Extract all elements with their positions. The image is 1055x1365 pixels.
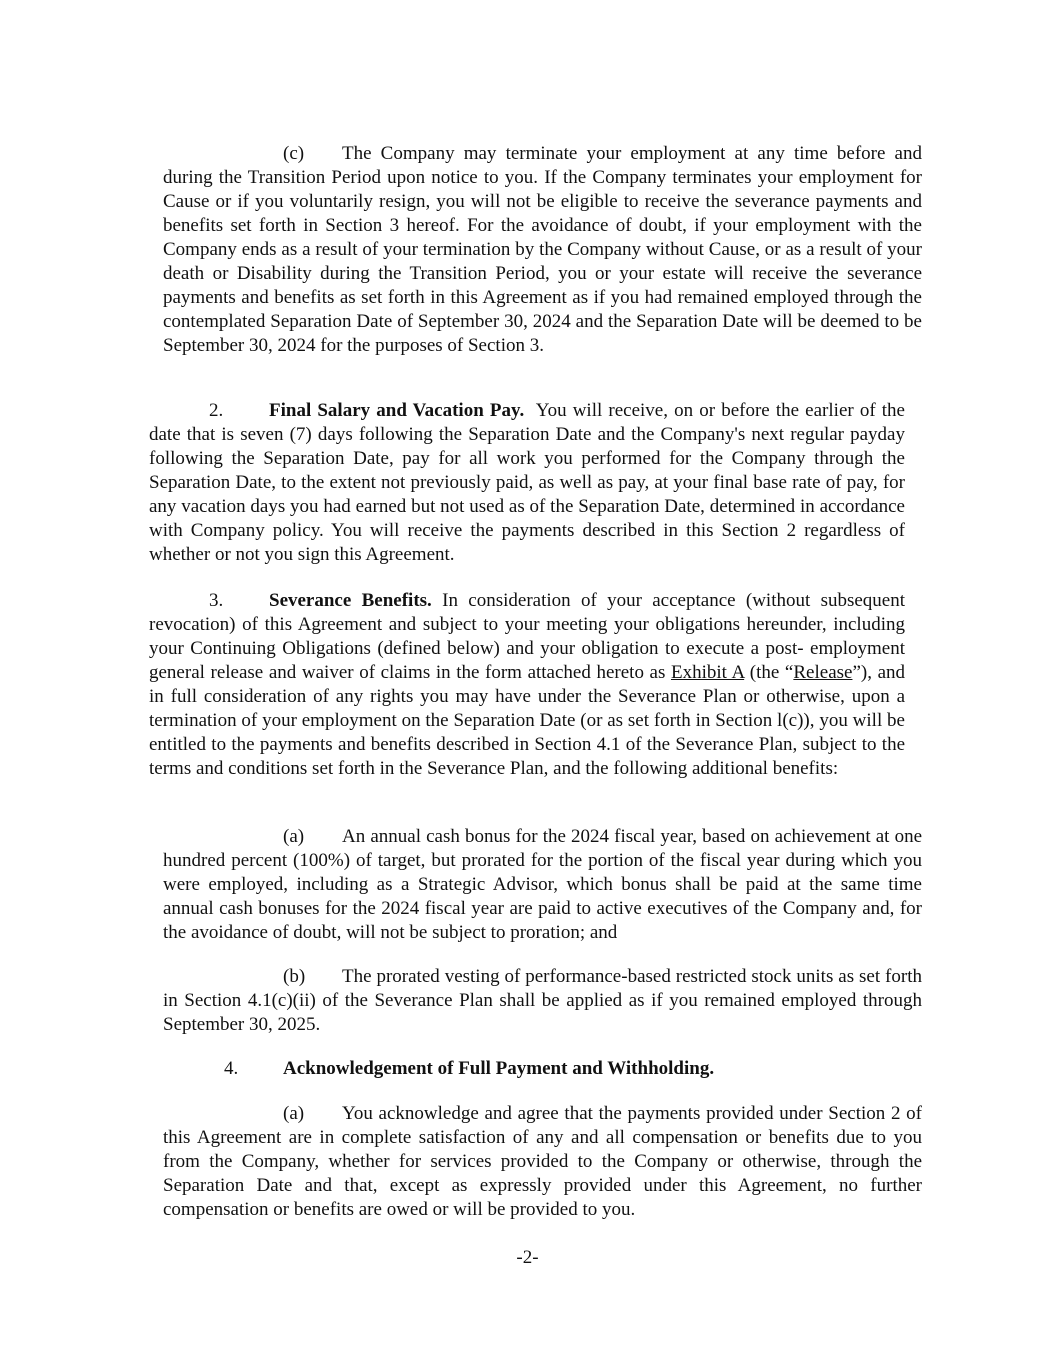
section-text-before: In consideration of your acceptance (without subsequent revocation) of this Agreement and subject to your meeting your obligations hereunder, including your Continuing Obligations (defined below) and your obligation to execute a post- employment general release and waiver of claims in the form attached hereto as — [149, 590, 906, 683]
paragraph-label: (a) — [283, 1103, 305, 1124]
paragraph-label: (a) — [283, 826, 305, 847]
section-4-heading — [224, 1057, 924, 1081]
paragraph-1c — [163, 142, 922, 358]
section-2 — [149, 399, 905, 567]
section-text-mid: (the “ — [749, 662, 794, 683]
section-number: 2. — [209, 400, 224, 421]
paragraph-label: (b) — [283, 966, 306, 987]
paragraph-text: The Company may terminate your employment at any time before and during the Transition Period upon notice to you. If the Company terminates your employment for Cause or if you voluntarily resign, you will not be eligible to receive the severance payments and benefits set forth in Section 3 hereof. For the avoidance of doubt, if your employment with the Company ends as a result of your termination by the Company without Cause, or as a result of your death or Disability during the Transition Period, you or your estate will receive the severance payments and benefits as set forth in this Agreement as if you had remained employed through the contemplated Separation Date of September 30, 2024 and the Separation Date will be deemed to be September 30, 2024 for the purposes of Section 3. — [163, 143, 922, 356]
section-number: 3. — [209, 590, 224, 611]
release-term: Release — [793, 662, 853, 683]
paragraph-3a — [163, 825, 922, 945]
paragraph-text: The prorated vesting of performance-based restricted stock units as set forth in Section 4.1(c)(ii) of the Severance Plan shall be applied as if you remained employed through September 30, 2025. — [163, 966, 922, 1035]
exhibit-reference: Exhibit A — [670, 662, 745, 683]
section-number: 4. — [224, 1058, 239, 1079]
section-3 — [149, 589, 905, 781]
page-number: -2- — [516, 1247, 539, 1268]
paragraph-text: An annual cash bonus for the 2024 fiscal year, based on achievement at one hundred percent (100%) of target, but prorated for the portion of the fiscal year during which you were employed, including as a Strategic Advisor, which bonus shall be paid at the same time annual cash bonuses for the 2024 fiscal year are paid to active executives of the Company and, for the avoidance of doubt, will not be subject to proration; and — [163, 826, 922, 943]
section-heading: Severance Benefits. — [269, 590, 432, 611]
section-heading: Acknowledgement of Full Payment and Withholding. — [283, 1058, 715, 1079]
paragraph-label: (c) — [283, 143, 305, 164]
paragraph-4a — [163, 1102, 922, 1222]
section-text: You will receive, on or before the earlier of the date that is seven (7) days following the Separation Date and the Company's next regular payday following the Separation Date, pay for all work you performed for the Company through the Separation Date, to the extent not previously paid, as well as pay, at your final base rate of pay, for any vacation days you had earned but not used as of the Separation Date, determined in accordance with Company policy. You will receive the payments described in this Section 2 regardless of whether or not you sign this Agreement. — [149, 400, 905, 565]
paragraph-3b — [163, 965, 922, 1037]
section-text-after: ”), and in full consideration of any rights you may have under the Severance Plan or otherwise, upon a termination of your employment on the Separation Date (or as set forth in Section l(c)), you will be entitled to the payments and benefits described in Section 4.1 of the Severance Plan, subject to the terms and conditions set forth in the Severance Plan, and the following additional benefits: — [149, 662, 906, 779]
paragraph-text: You acknowledge and agree that the payments provided under Section 2 of this Agreement are in complete satisfaction of any and all compensation or benefits due to you from the Company, whether for services provided to the Company or otherwise, through the Separation Date and that, except as expressly provided under this Agreement, no further compensation or benefits are owed or will be provided to you. — [163, 1103, 922, 1220]
section-heading: Final Salary and Vacation Pay. — [269, 400, 525, 421]
